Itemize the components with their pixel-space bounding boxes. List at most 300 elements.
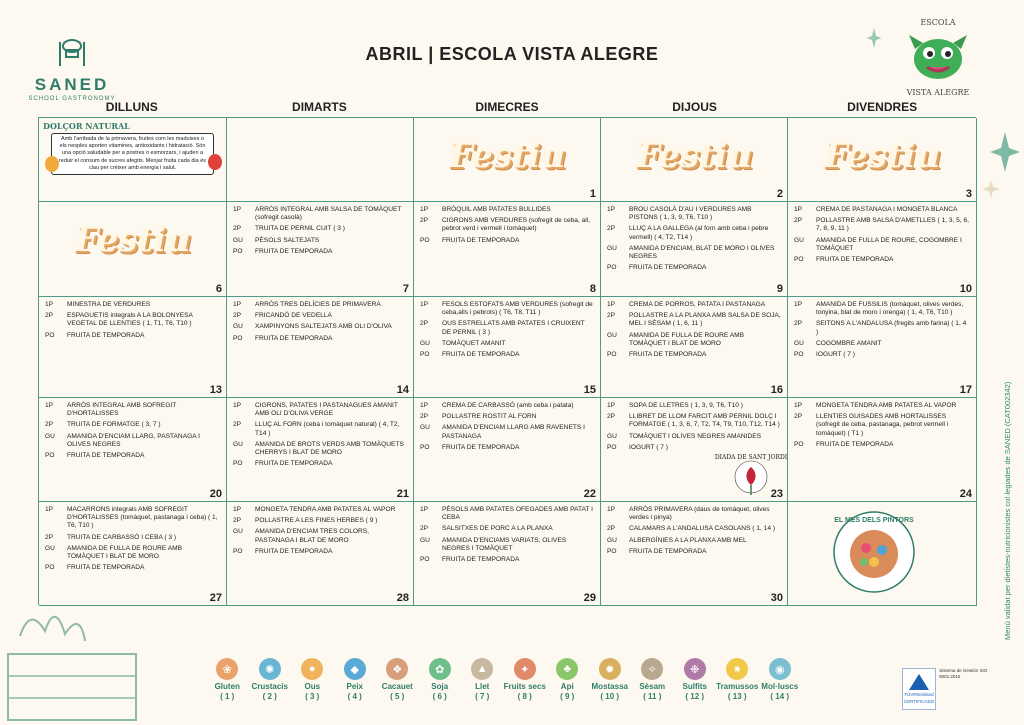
course-code: PO bbox=[233, 247, 243, 255]
allergen-icon: ❉ bbox=[684, 658, 706, 680]
day-number: 22 bbox=[583, 488, 596, 500]
course-code: PO bbox=[420, 351, 430, 359]
day-number: 16 bbox=[770, 384, 783, 396]
dish-name: AMANIDA D'ENCIAM LLARG AMB RAVENETS I PASTANAGA bbox=[442, 424, 585, 440]
course-code: PO bbox=[794, 440, 804, 448]
dish-name: POLLASTRE AMB SALSA D'AMETLLES ( 1, 3, 5, 6, 7, 8, 9, 11 ) bbox=[816, 217, 969, 233]
allergen-icon: ◆ bbox=[344, 658, 366, 680]
course-code: 2P bbox=[420, 413, 429, 421]
star-decoration-icon bbox=[982, 180, 1000, 198]
allergen-name: Tramussos bbox=[716, 682, 759, 691]
allergen-icon: ✷ bbox=[726, 658, 748, 680]
menu-item bbox=[607, 206, 781, 222]
menu-item bbox=[233, 323, 407, 331]
menu-item bbox=[420, 340, 594, 348]
calendar-cell bbox=[788, 202, 977, 297]
school-mascot bbox=[898, 18, 978, 108]
menu-item bbox=[233, 248, 407, 256]
calendar-cell bbox=[601, 118, 788, 202]
course-code: PO bbox=[233, 460, 243, 468]
dish-name: FRUITA DE TEMPORADA bbox=[67, 331, 145, 339]
course-code: 2P bbox=[607, 225, 616, 233]
dish-name: PÈSOLS AMB PATATES OFEGADES AMB PATAT I CEBA bbox=[442, 506, 593, 522]
course-code: GU bbox=[794, 236, 804, 244]
course-code: 1P bbox=[420, 506, 429, 513]
menu-item bbox=[45, 564, 220, 572]
dish-name: AMANIDA D'ENCIAM TRES COLORS, PASTANAGA I BLAT DE MORO bbox=[255, 528, 369, 544]
dish-name: FRUITA DE TEMPORADA bbox=[629, 547, 707, 555]
allergen-icon: ♣ bbox=[556, 658, 578, 680]
dish-name: TRUITA DE PERNIL CUIT ( 3 ) bbox=[255, 225, 346, 233]
tuv-logo-label: CERTIFICADO bbox=[903, 699, 935, 704]
dish-name: COGOMBRE AMANIT bbox=[816, 339, 882, 347]
allergen-icon: ✧ bbox=[641, 658, 663, 680]
dish-name: SEITONS A L'ANDALUSA (fregits amb farina) ( 1, 4 ) bbox=[816, 320, 967, 336]
dish-name: AMANIDA D'ENCIAM, BLAT DE MORO I OLIVES NEGRES bbox=[629, 244, 775, 261]
dish-name: FRUITA DE TEMPORADA bbox=[629, 264, 707, 272]
course-code: 1P bbox=[420, 301, 429, 308]
strawberry-icon bbox=[208, 154, 222, 170]
allergen-number: ( 8 ) bbox=[517, 692, 532, 701]
dish-name: ARRÒS INTEGRAL AMB SOFREGIT D'HORTALISSES bbox=[67, 402, 177, 418]
dish-name: AMANIDA DE FULLA DE ROURE, COGOMBRE I TOMÀQUET bbox=[816, 236, 962, 252]
day-number: 14 bbox=[396, 384, 409, 396]
dish-name: FRUITA DE TEMPORADA bbox=[442, 351, 520, 359]
course-code: 2P bbox=[420, 217, 429, 225]
dish-name: MONGETA TENDRA AMB PATATES AL VAPOR bbox=[816, 402, 957, 409]
calendar-cell bbox=[414, 202, 601, 297]
course-code: 1P bbox=[607, 402, 616, 409]
course-code: PO bbox=[45, 452, 55, 460]
menu-item bbox=[45, 433, 220, 449]
allergen-item bbox=[546, 658, 589, 702]
calendar-cell bbox=[227, 202, 414, 297]
allergen-number: ( 11 ) bbox=[643, 692, 662, 701]
allergen-item bbox=[376, 658, 419, 702]
dish-name: MACARRONS integrals AMB SOFREGIT D'HORTALISSES (tomàquet, pastanaga i ceba) ( 1, T6, T10 ) bbox=[67, 506, 218, 530]
allergen-number: ( 10 ) bbox=[600, 692, 620, 701]
course-code: 2P bbox=[233, 517, 242, 525]
dish-name: FRUITA DE TEMPORADA bbox=[67, 452, 145, 460]
allergen-number: ( 12 ) bbox=[685, 692, 705, 701]
course-code: 1P bbox=[607, 206, 616, 213]
course-code: 2P bbox=[233, 421, 242, 429]
allergen-name: Peix bbox=[346, 682, 363, 691]
course-code: 2P bbox=[45, 421, 54, 429]
day-number: 13 bbox=[209, 384, 222, 396]
dish-name: AMANIDA DE FUSSILIS (tomàquet, olives verdes, tonyina, blat de moro i orenga) ( 1, 4, T6, T10 ) bbox=[816, 301, 964, 317]
allergen-name: Cacauet bbox=[381, 682, 413, 691]
dish-name: TRUITA DE CARBASSÓ I CEBA ( 3 ) bbox=[67, 533, 177, 541]
menu-item bbox=[45, 301, 220, 309]
menu-item bbox=[607, 402, 781, 410]
course-code: 2P bbox=[794, 413, 803, 421]
menu-item bbox=[233, 206, 407, 222]
dish-name: ARRÒS INTEGRAL AMB SALSA DE TOMÀQUET (sofregit casolà) bbox=[255, 206, 402, 222]
course-code: 1P bbox=[420, 402, 429, 409]
menu-item bbox=[794, 301, 970, 317]
course-code: 2P bbox=[794, 217, 803, 225]
calendar-cell bbox=[788, 398, 977, 502]
course-code: GU bbox=[607, 331, 617, 339]
menu-item bbox=[794, 441, 970, 449]
menu-item bbox=[794, 256, 970, 264]
menu-item bbox=[607, 332, 781, 348]
festiu-label: Festiu bbox=[635, 136, 753, 176]
dish-name: MINESTRA DE VERDURES bbox=[67, 301, 151, 308]
course-code: 2P bbox=[420, 525, 429, 533]
dish-name: LLUÇ AL FORN (ceba i tomàquet natural) ( 4, T2, T14 ) bbox=[255, 421, 400, 437]
menu-item bbox=[794, 217, 970, 233]
star-decoration-icon bbox=[866, 28, 882, 48]
allergen-icon: ▲ bbox=[471, 658, 493, 680]
allergen-icon: ✿ bbox=[429, 658, 451, 680]
menu-item bbox=[420, 537, 594, 553]
menu-item bbox=[607, 537, 781, 545]
loquat-icon bbox=[45, 156, 59, 172]
day-number: 15 bbox=[583, 384, 596, 396]
day-number: 8 bbox=[589, 283, 596, 295]
dish-name: CREMA DE CARBASSÓ (amb ceba i patata) bbox=[442, 402, 574, 409]
dolcor-text: Amb l'arribada de la primavera, fruites com les maduixes o els nesples aporten vitamines, antioxidants i hidratació. Són una opció saludable per a postres o esmorzars, i ajuden a reduir el consum de sucres afegits. Menjar fruita cada dia és clau per créixer amb energia i salut. bbox=[51, 133, 214, 175]
menu-item bbox=[607, 433, 781, 441]
day-number: 6 bbox=[215, 283, 222, 295]
menu-item bbox=[794, 340, 970, 348]
allergen-icon: ✦ bbox=[514, 658, 536, 680]
menu-item bbox=[233, 421, 407, 437]
calendar-cell bbox=[601, 297, 788, 398]
allergen-name: Llet bbox=[475, 682, 490, 691]
tuv-triangle-icon bbox=[909, 674, 929, 690]
calendar-cell bbox=[414, 118, 601, 202]
weekday-label: DILLUNS bbox=[105, 100, 158, 114]
menu-item bbox=[607, 506, 781, 522]
allergen-item bbox=[206, 658, 249, 702]
course-code: PO bbox=[607, 264, 617, 272]
validation-note: Menú validat per dietistes-nutricionistes col·legiades de SANED (CAT002342) bbox=[1003, 381, 1012, 640]
course-code: 2P bbox=[607, 413, 616, 421]
allergen-number: ( 2 ) bbox=[262, 692, 277, 701]
course-code: GU bbox=[420, 424, 430, 432]
course-code: 1P bbox=[233, 206, 242, 213]
dish-name: FRUITA DE TEMPORADA bbox=[629, 351, 707, 359]
calendar-cell bbox=[227, 398, 414, 502]
menu-item bbox=[420, 402, 594, 410]
menu-item bbox=[233, 335, 407, 343]
menu-item bbox=[420, 320, 594, 336]
dish-name: FESOLS ESTOFATS AMB VERDURES (sofregit de ceba,alls i pebrots) ( T6, T8, T11 ) bbox=[442, 301, 593, 317]
menu-item bbox=[794, 237, 970, 253]
calendar-cell bbox=[39, 118, 227, 202]
course-code: 2P bbox=[233, 312, 242, 320]
course-code: PO bbox=[607, 351, 617, 359]
allergen-item bbox=[334, 658, 377, 702]
allergen-name: Mol·luscs bbox=[761, 682, 799, 691]
calendar-cell bbox=[601, 502, 788, 606]
dish-name: OUS ESTRELLATS AMB PATATES I CRUIXENT DE PERNIL ( 3 ) bbox=[442, 320, 585, 336]
day-number: 20 bbox=[209, 488, 222, 500]
menu-item bbox=[420, 206, 594, 214]
course-code: 1P bbox=[233, 301, 242, 308]
menu-item bbox=[607, 225, 781, 241]
course-code: PO bbox=[794, 256, 804, 264]
menu-item bbox=[233, 301, 407, 309]
cert-text: Sistema de Gestión ISO 9001:2015 bbox=[939, 668, 988, 679]
dish-name: CIGRONS, PATATES I PASTANAGUES AMANIT AMB OLI D'OLIVA VERGE bbox=[255, 402, 398, 418]
allergen-number: ( 14 ) bbox=[770, 692, 790, 701]
course-code: GU bbox=[233, 323, 243, 331]
course-code: GU bbox=[233, 236, 243, 244]
menu-item bbox=[420, 424, 594, 440]
menu-item bbox=[45, 545, 220, 561]
festiu-label: Festiu bbox=[74, 220, 191, 260]
day-number: 17 bbox=[959, 384, 972, 396]
dolcor-title: DOLÇOR NATURAL bbox=[43, 121, 130, 131]
dish-name: CALAMARS A L'ANDALUSA CASOLANS ( 1, 14 ) bbox=[629, 525, 776, 533]
allergen-number: ( 1 ) bbox=[220, 692, 235, 701]
dish-name: TRUITA DE FORMATGE ( 3, 7 ) bbox=[67, 421, 161, 429]
course-code: PO bbox=[420, 443, 430, 451]
dish-name: CREMA DE PASTANAGA I MONGETA BLANCA bbox=[816, 206, 958, 213]
dish-name: ESPAGUETIS integrals A LA BOLONYESA VEGETAL DE LLENTIES ( 1, T1, T6, T10 ) bbox=[67, 312, 193, 328]
menu-item bbox=[233, 528, 407, 544]
mes-dels-pintors-text: EL MES DELS PINTORS bbox=[834, 517, 914, 524]
course-code: 2P bbox=[420, 320, 429, 328]
menu-item bbox=[607, 413, 781, 429]
dish-name: LLUÇ A LA GALLEGA (al forn amb ceba i pebre vermell) ( 4, T2, T14 ) bbox=[629, 225, 769, 241]
menu-item bbox=[420, 301, 594, 317]
day-number: 28 bbox=[396, 592, 409, 604]
day-number: 9 bbox=[776, 283, 783, 295]
allergen-icon: ◉ bbox=[769, 658, 791, 680]
allergen-icon: ✹ bbox=[599, 658, 621, 680]
dish-name: FRUITA DE TEMPORADA bbox=[255, 334, 333, 342]
dragon-mascot-icon bbox=[907, 27, 969, 83]
allergen-icon: ❀ bbox=[216, 658, 238, 680]
course-code: 2P bbox=[45, 312, 54, 320]
menu-item bbox=[420, 237, 594, 245]
dish-name: BRÒQUIL AMB PATATES BULLIDES bbox=[442, 206, 551, 213]
menu-item bbox=[607, 245, 781, 261]
allergen-legend bbox=[206, 658, 801, 702]
menu-item bbox=[420, 413, 594, 421]
menu-item bbox=[233, 225, 407, 233]
dish-name: AMANIDA DE FULLA DE ROURE AMB TOMÀQUET I BLAT DE MORO bbox=[629, 331, 745, 347]
menu-item bbox=[794, 351, 970, 359]
day-number: 29 bbox=[583, 592, 596, 604]
menu-item bbox=[607, 525, 781, 533]
calendar-cell bbox=[788, 297, 977, 398]
allergen-icon: ✺ bbox=[259, 658, 281, 680]
dish-name: MONGETA TENDRA AMB PATATES AL VAPOR bbox=[255, 506, 396, 513]
menu-item bbox=[233, 506, 407, 514]
dish-name: FRUITA DE TEMPORADA bbox=[816, 256, 894, 264]
allergen-number: ( 5 ) bbox=[390, 692, 405, 701]
menu-item bbox=[607, 312, 781, 328]
calendar-cell bbox=[39, 398, 227, 502]
course-code: GU bbox=[607, 244, 617, 252]
course-code: 1P bbox=[233, 506, 242, 513]
course-code: PO bbox=[45, 331, 55, 339]
allergen-name: Sèsam bbox=[639, 682, 666, 691]
star-decoration-icon bbox=[990, 132, 1020, 172]
calendar-cell bbox=[39, 297, 227, 398]
day-number: 10 bbox=[959, 283, 972, 295]
tuv-logo bbox=[902, 668, 936, 710]
menu-item bbox=[794, 320, 970, 336]
dish-name: FRUITA DE TEMPORADA bbox=[442, 236, 520, 244]
menu-item bbox=[420, 556, 594, 564]
calendar-cell bbox=[227, 502, 414, 606]
course-code: 1P bbox=[233, 402, 242, 409]
allergen-item bbox=[504, 658, 547, 702]
sant-jordi-badge bbox=[714, 451, 788, 503]
course-code: 1P bbox=[794, 402, 803, 409]
day-number: 7 bbox=[402, 283, 409, 295]
dish-name: PÈSOLS SALTEJATS bbox=[255, 236, 320, 244]
day-number: 23 bbox=[770, 488, 783, 500]
allergen-item bbox=[631, 658, 674, 702]
course-code: 2P bbox=[794, 320, 803, 328]
course-code: GU bbox=[233, 440, 243, 448]
calendar-cell bbox=[788, 118, 977, 202]
mascot-top-text: ESCOLA bbox=[920, 18, 956, 27]
day-number: 24 bbox=[959, 488, 972, 500]
tuv-logo-text: TÜVRheinland bbox=[904, 692, 934, 697]
dish-name: FRUITA DE TEMPORADA bbox=[442, 556, 520, 564]
weekday-label: DIJOUS bbox=[672, 100, 717, 114]
day-number: 2 bbox=[776, 188, 783, 200]
dish-name: AMANIDA DE BROTS VERDS AMB TOMÀQUETS CHERRYS I BLAT DE MORO bbox=[255, 440, 404, 457]
dish-name: FRUITA DE TEMPORADA bbox=[816, 440, 894, 448]
festiu-label: Festiu bbox=[823, 136, 941, 176]
allergen-name: Crustacis bbox=[251, 682, 288, 691]
course-code: GU bbox=[45, 544, 55, 552]
menu-item bbox=[420, 351, 594, 359]
course-code: PO bbox=[794, 351, 804, 359]
menu-item bbox=[607, 351, 781, 359]
dish-name: IOGURT ( 7 ) bbox=[629, 443, 668, 451]
menu-item bbox=[794, 206, 970, 214]
certification-badge bbox=[902, 668, 996, 710]
mes-dels-pintors-badge bbox=[828, 510, 920, 594]
allergen-name: Soja bbox=[431, 682, 449, 691]
menu-item bbox=[420, 506, 594, 522]
dish-name: POLLASTRE A LA PLANXA AMB SALSA DE SOJA, MEL I SÈSAM ( 1, 6, 11 ) bbox=[629, 312, 781, 328]
allergen-name: Mostassa bbox=[591, 682, 628, 691]
dish-name: LLIBRET DE LLOM FARCIT AMB PERNIL DOLÇ I FORMATGE ( 1, 3, 6, 7, T2, T4, T9, T10, T12, T14 ) bbox=[629, 413, 780, 429]
calendar-cell bbox=[414, 398, 601, 502]
dish-name: FRUITA DE TEMPORADA bbox=[255, 247, 333, 255]
festiu-label: Festiu bbox=[448, 136, 566, 176]
dish-name: TOMÀQUET I OLIVES NEGRES AMANIDES bbox=[629, 432, 762, 440]
course-code: GU bbox=[45, 432, 55, 440]
allergen-name: Gluten bbox=[214, 682, 240, 691]
sant-jordi-text: DIADA DE SANT JORDI bbox=[714, 454, 788, 461]
course-code: PO bbox=[607, 547, 617, 555]
allergen-item bbox=[461, 658, 504, 702]
dish-name: TOMÀQUET AMANIT bbox=[442, 339, 506, 347]
menu-item bbox=[45, 402, 220, 418]
menu-item bbox=[45, 312, 220, 328]
menu-item bbox=[607, 301, 781, 309]
calendar-cell bbox=[414, 297, 601, 398]
course-code: 1P bbox=[420, 206, 429, 213]
course-code: GU bbox=[420, 536, 430, 544]
dish-name: FRUITA DE TEMPORADA bbox=[255, 547, 333, 555]
allergen-item bbox=[291, 658, 334, 702]
allergen-item bbox=[674, 658, 717, 702]
course-code: 1P bbox=[45, 402, 54, 409]
day-number: 30 bbox=[770, 592, 783, 604]
day-number: 3 bbox=[965, 188, 972, 200]
course-code: 1P bbox=[45, 506, 54, 513]
dish-name: POLLASTRE ROSTIT AL FORN bbox=[442, 413, 537, 421]
menu-item bbox=[420, 217, 594, 233]
menu-item bbox=[45, 506, 220, 531]
dish-name: LLENTIES GUISADES AMB HORTALISSES (sofregit de ceba, pastanaga, pebrot vermell i tomàquet) ( T1 ) bbox=[816, 413, 949, 437]
calendar-cell bbox=[227, 118, 414, 202]
weekday-label: DIMECRES bbox=[475, 100, 539, 114]
weekday-label: DIVENDRES bbox=[847, 100, 918, 114]
allergen-name: Ous bbox=[304, 682, 321, 691]
course-code: 2P bbox=[607, 525, 616, 533]
weekday-label: DIMARTS bbox=[292, 100, 347, 114]
calendar-cell bbox=[39, 202, 227, 297]
menu-item bbox=[45, 332, 220, 340]
menu-item bbox=[794, 402, 970, 410]
allergen-number: ( 7 ) bbox=[475, 692, 490, 701]
menu-item bbox=[233, 441, 407, 457]
course-code: PO bbox=[607, 443, 617, 451]
calendar-cell bbox=[39, 502, 227, 606]
allergen-name: Sulfits bbox=[682, 682, 707, 691]
dish-name: FRUITA DE TEMPORADA bbox=[255, 460, 333, 468]
dish-name: ARRÒS TRES DELÍCIES DE PRIMAVERA bbox=[255, 301, 381, 308]
allergen-item bbox=[249, 658, 292, 702]
weekday-header bbox=[38, 100, 976, 116]
course-code: 2P bbox=[607, 312, 616, 320]
brand-name: SANED bbox=[34, 75, 110, 94]
dish-name: IOGURT ( 7 ) bbox=[816, 351, 855, 359]
page-title: ABRIL | ESCOLA VISTA ALEGRE bbox=[365, 44, 659, 64]
allergen-number: ( 9 ) bbox=[560, 692, 575, 701]
menu-item bbox=[233, 312, 407, 320]
course-code: PO bbox=[45, 564, 55, 572]
dish-name: CREMA DE PORROS, PATATA I PASTANAGA bbox=[629, 301, 766, 308]
dish-name: FRUITA DE TEMPORADA bbox=[67, 564, 145, 572]
calendar-cell bbox=[601, 202, 788, 297]
course-code: GU bbox=[607, 432, 617, 440]
menu-item bbox=[233, 460, 407, 468]
allergen-item bbox=[589, 658, 632, 702]
course-code: 1P bbox=[607, 506, 616, 513]
allergen-number: ( 3 ) bbox=[305, 692, 320, 701]
dish-name: AMANIDA D'ENCIAM LLARG, PASTANAGA I OLIVES NEGRES bbox=[67, 432, 200, 448]
menu-item bbox=[45, 452, 220, 460]
course-code: 1P bbox=[794, 206, 803, 213]
allergen-item bbox=[419, 658, 462, 702]
allergen-name: Api bbox=[560, 682, 574, 691]
dish-name: CIGRONS AMB VERDURES (sofregit de ceba, all, pebrot verd i vermell i tomàquet) bbox=[442, 217, 591, 233]
course-code: PO bbox=[420, 556, 430, 564]
dish-name: SALSITXES DE PORC A LA PLANXA bbox=[442, 525, 553, 533]
course-code: 1P bbox=[794, 301, 803, 308]
allergen-icon: ❖ bbox=[386, 658, 408, 680]
course-code: 2P bbox=[45, 533, 54, 541]
menu-item bbox=[233, 548, 407, 556]
course-code: GU bbox=[794, 339, 804, 347]
